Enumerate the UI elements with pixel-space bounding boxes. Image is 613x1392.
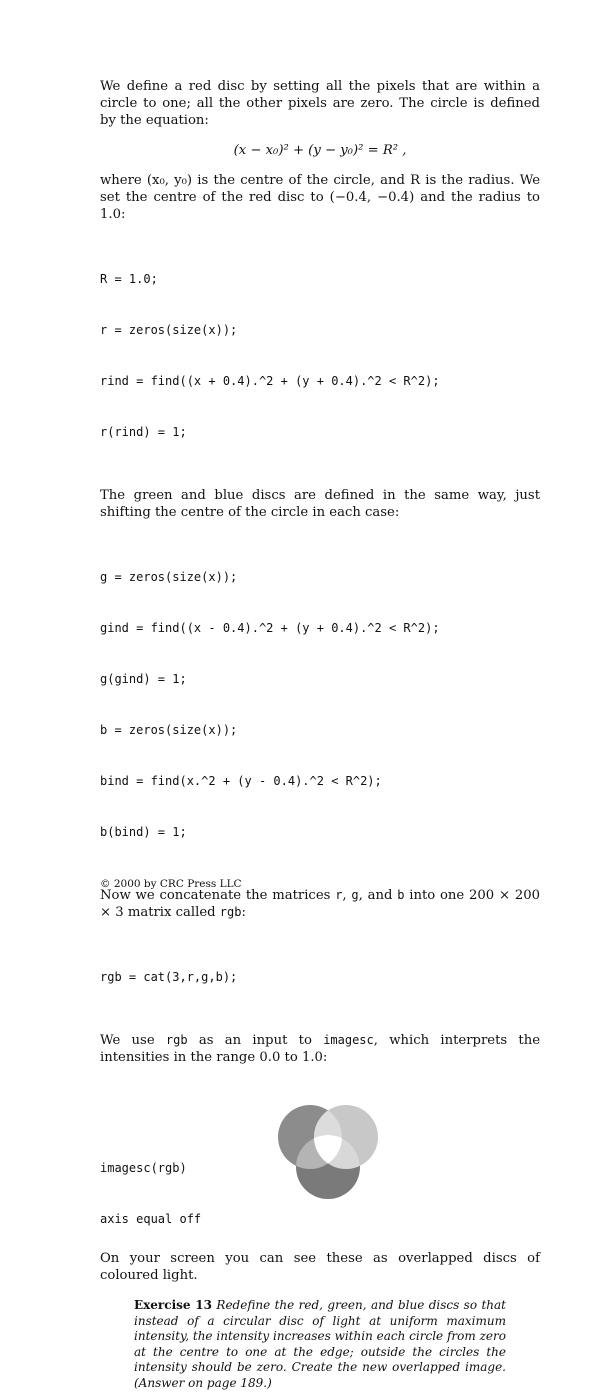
exercise-text: Redefine the red, green, and blue discs so that instead of a circular disc of light at uniform maximum intensity, the intensity increases within each circle from zero at the centre to one at the edge; outside the circles the intensity should be zero. Create the new overlapped image. (Answer on page 189.)	[134, 1298, 506, 1390]
code-line: g(gind) = 1;	[100, 672, 187, 686]
exercise-block	[134, 1298, 506, 1392]
intro-paragraph: We define a red disc by setting all the pixels that are within a circle to one; all the other pixels are zero. The circle is defined by the equation:	[100, 79, 540, 128]
where-paragraph: where (x₀, y₀) is the centre of the circle, and R is the radius. We set the centre of the red disc to (−0.4, −0.4) and the radius to 1.0:	[100, 173, 540, 222]
code-line: g = zeros(size(x));	[100, 570, 238, 584]
code-line: r = zeros(size(x));	[100, 323, 238, 337]
copyright-footer: © 2000 by CRC Press LLC	[100, 878, 242, 890]
var-r: r	[335, 888, 343, 902]
code-block-cat	[100, 935, 540, 1020]
code-line: bind = find(x.^2 + (y - 0.4).^2 < R^2);	[100, 774, 382, 788]
code-line: rind = find((x + 0.4).^2 + (y + 0.4).^2 < R^2);	[100, 374, 440, 388]
screen-paragraph: On your screen you can see these as overlapped discs of coloured light.	[100, 1251, 540, 1283]
code-line: gind = find((x - 0.4).^2 + (y + 0.4).^2 < R^2);	[100, 621, 440, 635]
page-content	[100, 78, 540, 1392]
code-line: r(rind) = 1;	[100, 425, 187, 439]
code-line: b = zeros(size(x));	[100, 723, 238, 737]
concatenate-paragraph: Now we concatenate the matrices r, g, and b into one 200 × 200 × 3 matrix called rgb:	[100, 888, 540, 920]
imagesc-paragraph: We use rgb as an input to imagesc, which interprets the intensities in the range 0.0 to 1.0:	[100, 1033, 541, 1065]
code-line: b(bind) = 1;	[100, 825, 187, 839]
func-imagesc: imagesc	[323, 1033, 374, 1047]
code-line: R = 1.0;	[100, 272, 158, 286]
var-b: b	[397, 888, 405, 902]
figure-code	[100, 1126, 201, 1262]
code-block-red	[100, 237, 540, 475]
code-block-green-blue	[100, 535, 540, 875]
green-blue-paragraph: The green and blue discs are defined in the same way, just shifting the centre of the circle in each case:	[100, 488, 540, 520]
disc-equation: (x − x₀)² + (y − y₀)² = R² ,	[233, 143, 407, 158]
var-rgb: rgb	[219, 905, 242, 919]
var-g: g	[351, 888, 359, 902]
code-line: rgb = cat(3,r,g,b);	[100, 970, 238, 984]
overlapped-discs-image	[278, 1102, 378, 1202]
exercise-label: Exercise 13	[134, 1298, 212, 1312]
code-line: axis equal off	[100, 1212, 202, 1226]
var-rgb: rgb	[165, 1033, 188, 1047]
code-line: imagesc(rgb)	[100, 1161, 187, 1175]
overlap-figure	[100, 1072, 540, 1244]
